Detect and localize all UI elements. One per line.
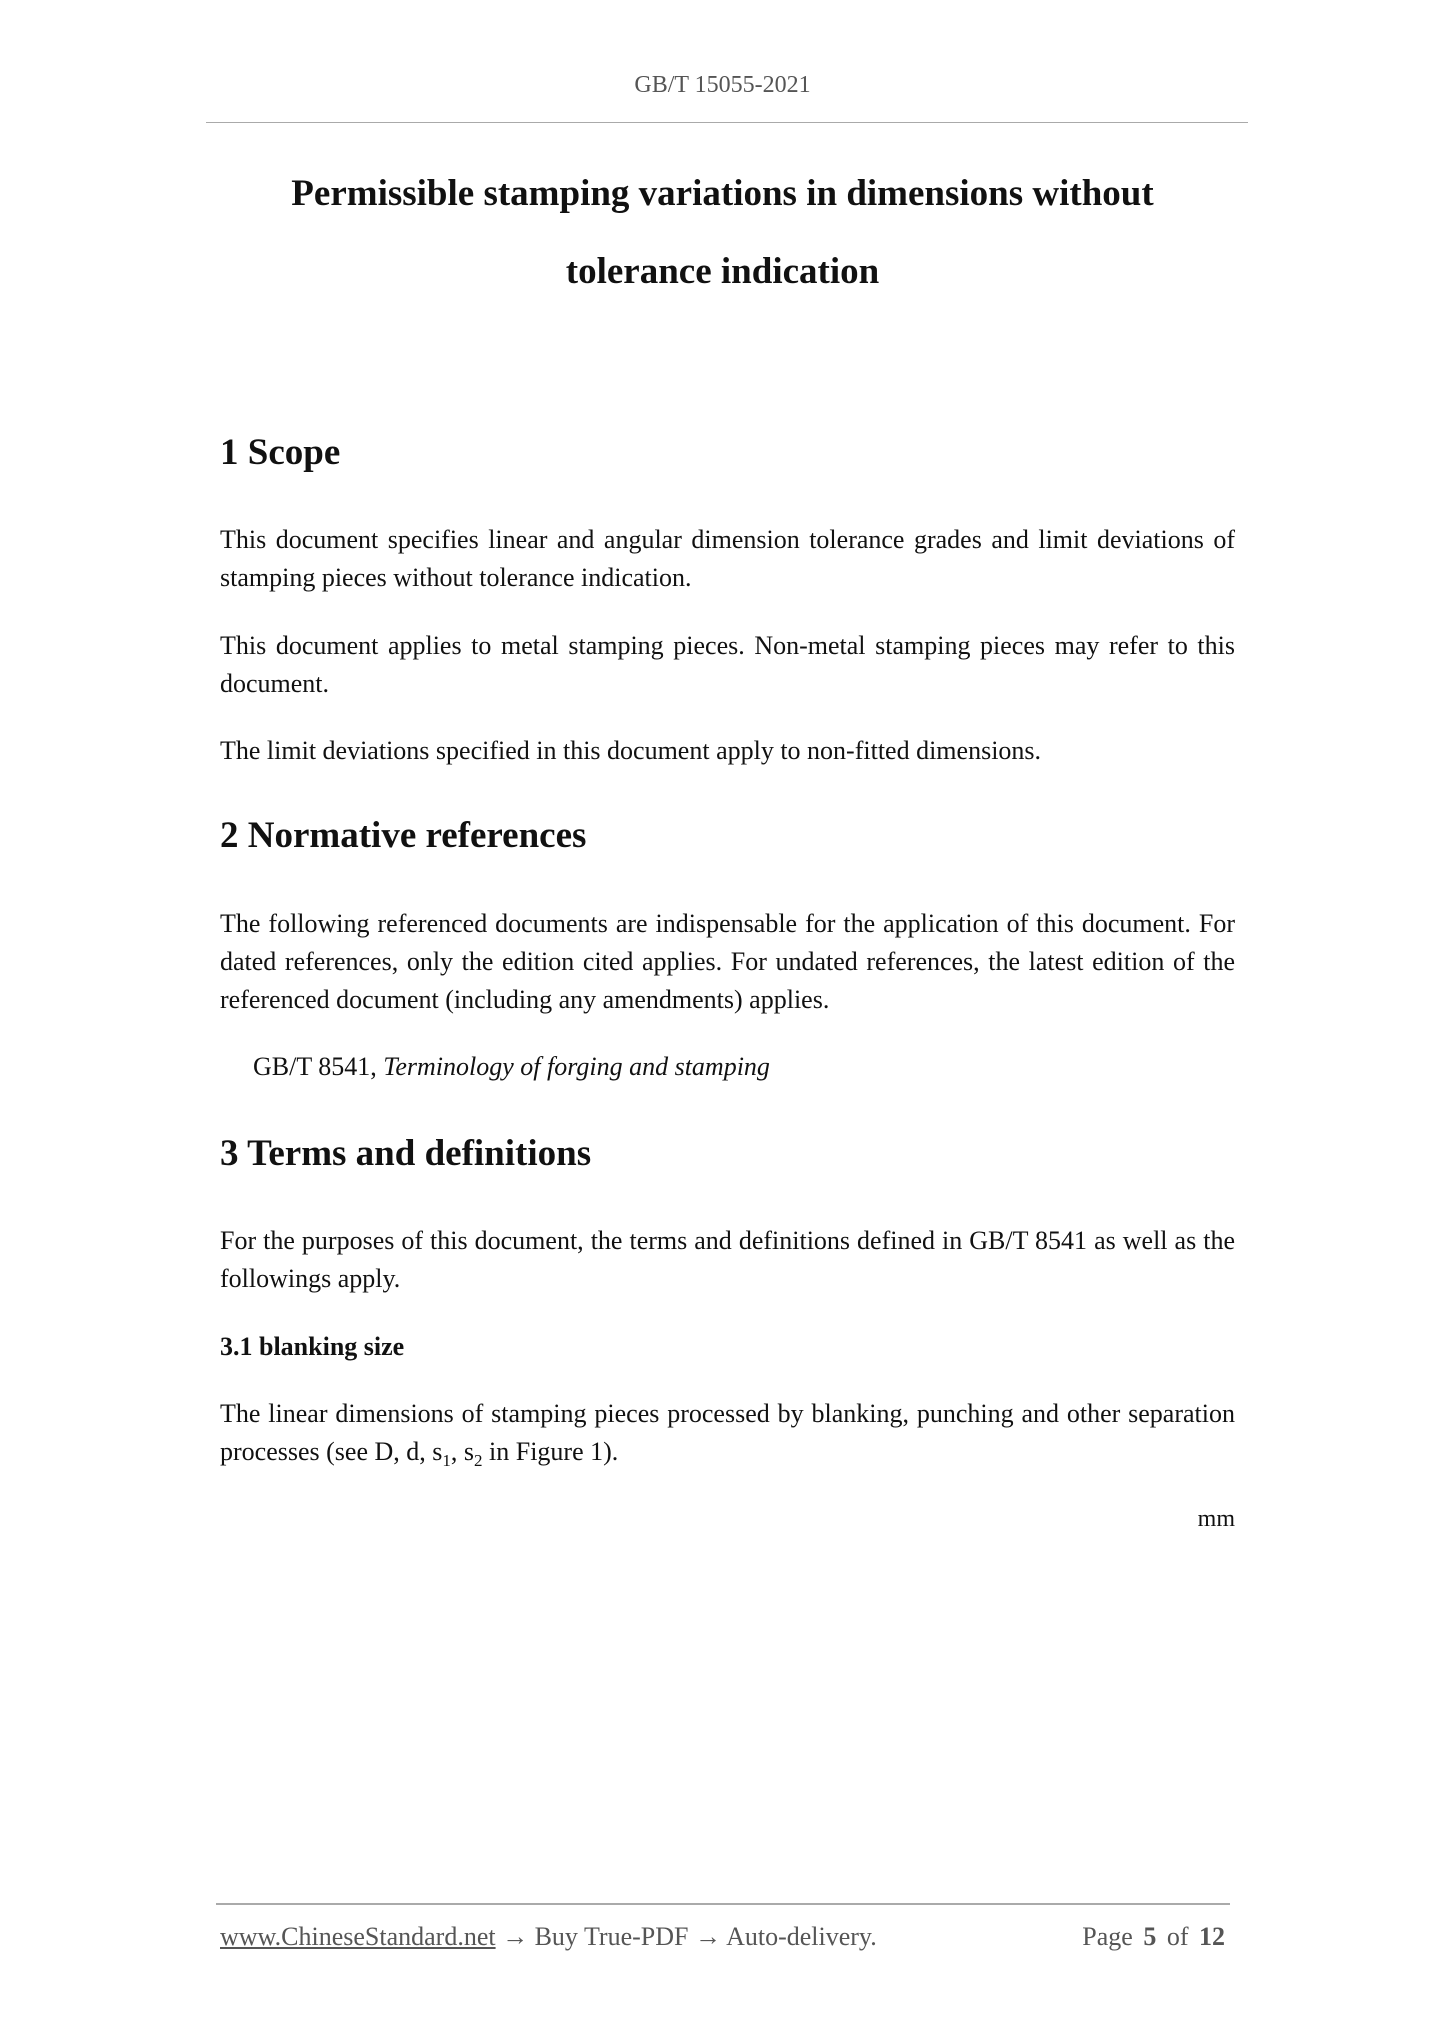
page-label: Page [1082, 1922, 1133, 1951]
total-pages: 12 [1199, 1922, 1225, 1951]
reference-title: Terminology of forging and stamping [383, 1052, 770, 1081]
header-divider [206, 122, 1248, 123]
unit-label: mm [1197, 1506, 1235, 1532]
normative-paragraph: The following referenced documents are indispensable for the application of this document. For dated references, only the edition cited applies. For undated references, the latest edition of the referenced document (including any amendments) applies. [220, 909, 1235, 1014]
term-heading-blanking-size: 3.1 blanking size [220, 1332, 405, 1361]
definition-text-b: , s [450, 1437, 475, 1466]
subscript-1: 1 [442, 1451, 451, 1471]
document-title-line2: tolerance indication [565, 251, 880, 292]
scope-paragraph-3: The limit deviations specified in this document apply to non-fitted dimensions. [220, 736, 1042, 765]
normative-reference-item [253, 1052, 770, 1082]
footer-buy-text: → Buy True-PDF [495, 1922, 695, 1951]
reference-code: GB/T 8541, [253, 1052, 384, 1081]
footer-delivery-text: → Auto-delivery. [695, 1922, 877, 1951]
current-page: 5 [1143, 1922, 1157, 1951]
definition-text-a: The linear dimensions of stamping pieces processed by blanking, punching and other separation processes (see D, d, s [220, 1399, 1235, 1466]
scope-paragraph-1: This document specifies linear and angular dimension tolerance grades and limit deviations of stamping pieces without tolerance indication. [220, 525, 1235, 592]
page-indicator [1082, 1922, 1225, 1952]
terms-paragraph: For the purposes of this document, the terms and definitions defined in GB/T 8541 as well as the followings apply. [220, 1226, 1235, 1293]
footer-divider [216, 1903, 1230, 1905]
footer-promo [220, 1922, 877, 1952]
subscript-2: 2 [474, 1451, 483, 1471]
page-of: of [1166, 1922, 1189, 1951]
definition-text-c: in Figure 1). [482, 1437, 619, 1466]
section-heading-terms: 3 Terms and definitions [220, 1133, 592, 1174]
document-id-header: GB/T 15055-2021 [634, 72, 811, 98]
footer-website-link[interactable]: www.ChineseStandard.net [220, 1922, 496, 1951]
term-definition [220, 1395, 1235, 1480]
section-heading-normative: 2 Normative references [220, 815, 587, 856]
document-title-line1: Permissible stamping variations in dimensions without [291, 173, 1154, 214]
scope-paragraph-2: This document applies to metal stamping pieces. Non-metal stamping pieces may refer to this document. [220, 631, 1235, 698]
section-heading-scope: 1 Scope [220, 432, 341, 473]
